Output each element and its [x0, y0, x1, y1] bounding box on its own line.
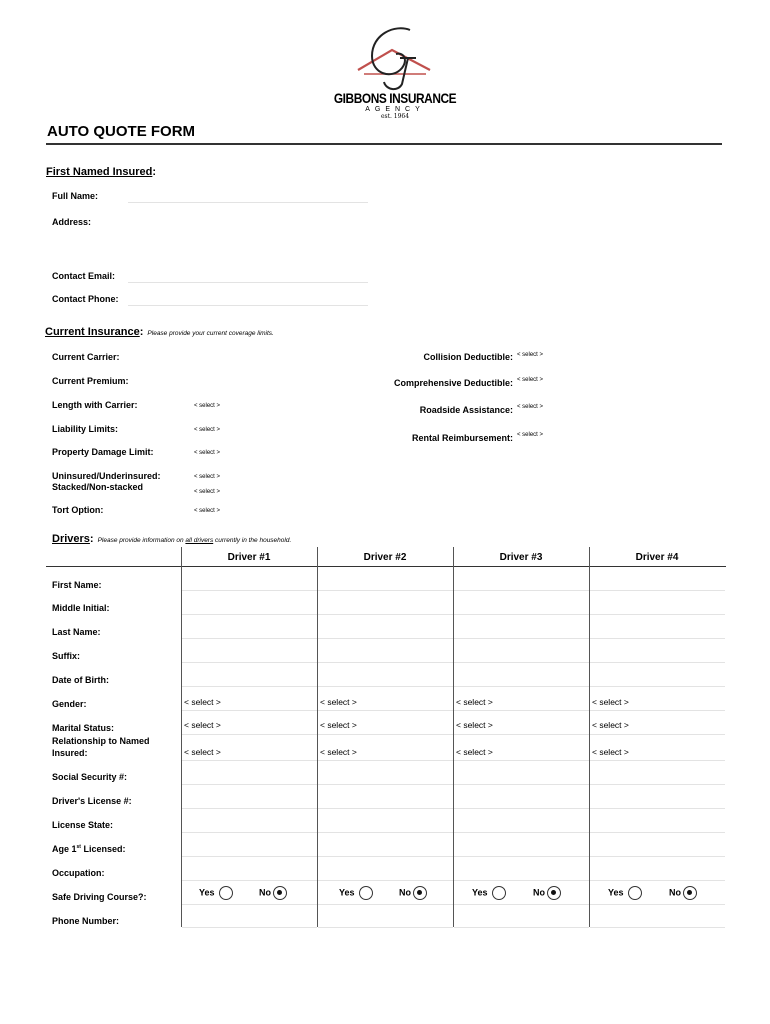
driver-2-field-line	[318, 808, 453, 809]
full-name-field[interactable]	[128, 202, 368, 203]
driver-1-field-line	[182, 784, 317, 785]
driver-2-safe-course-no[interactable]	[399, 886, 427, 900]
driver-col-divider	[589, 547, 590, 927]
stacked-label: Stacked/Non-stacked	[52, 482, 144, 492]
driver-1-field-line	[182, 832, 317, 833]
driver-4-field-line	[590, 880, 725, 881]
driver-1-field-line	[182, 710, 317, 711]
driver-4-gender-select[interactable]: < select >	[592, 697, 629, 707]
roadside-assistance-label: Roadside Assistance:	[419, 405, 513, 415]
driver-col-divider	[181, 547, 182, 927]
page-title: AUTO QUOTE FORM	[47, 123, 196, 140]
suffix-label: Suffix:	[52, 651, 80, 661]
contact-email-field[interactable]	[128, 282, 368, 283]
driver-2-field-line	[318, 832, 453, 833]
driver-2-field-line	[318, 638, 453, 639]
driver-3-field-line	[454, 927, 589, 928]
middle-initial-label: Middle Initial:	[52, 603, 110, 613]
driver-4-field-line	[590, 590, 725, 591]
driver-1-field-line	[182, 880, 317, 881]
driver-1-marital-select[interactable]: < select >	[184, 720, 221, 730]
agency-sub: AGENCY	[365, 106, 425, 113]
driver-4-safe-course-no[interactable]	[669, 886, 697, 900]
driver-2-field-line	[318, 880, 453, 881]
driver-2-header: Driver #2	[363, 552, 407, 563]
title-divider	[46, 143, 722, 145]
driver-4-field-line	[590, 808, 725, 809]
driver-1-field-line	[182, 590, 317, 591]
driver-3-field-line	[454, 686, 589, 687]
radio-icon[interactable]	[628, 886, 642, 900]
driver-3-field-line	[454, 856, 589, 857]
driver-1-field-line	[182, 760, 317, 761]
driver-2-field-line	[318, 710, 453, 711]
uninsured-select[interactable]: < select >	[194, 474, 221, 480]
radio-selected-icon[interactable]	[683, 886, 697, 900]
driver-1-field-line	[182, 734, 317, 735]
contact-email-label: Contact Email:	[52, 271, 116, 281]
driver-4-relationship-select[interactable]: < select >	[592, 747, 629, 757]
liability-limits-select[interactable]: < select >	[194, 427, 221, 433]
current-premium-label: Current Premium:	[52, 376, 129, 386]
no-label: No	[669, 887, 681, 898]
agency-name: GIBBONS INSURANCE	[333, 90, 457, 106]
driver-4-field-line	[590, 784, 725, 785]
driver-1-header: Driver #1	[227, 552, 271, 563]
driver-2-field-line	[318, 927, 453, 928]
property-damage-label: Property Damage Limit:	[52, 447, 154, 457]
driver-3-header: Driver #3	[499, 552, 543, 563]
driver-3-field-line	[454, 638, 589, 639]
phone-number-label: Phone Number:	[52, 916, 120, 926]
driver-1-field-line	[182, 662, 317, 663]
yes-label: Yes	[339, 887, 355, 898]
length-with-carrier-label: Length with Carrier:	[52, 400, 138, 410]
tort-option-select[interactable]: < select >	[194, 508, 221, 514]
driver-2-relationship-select[interactable]: < select >	[320, 747, 357, 757]
radio-icon[interactable]	[219, 886, 233, 900]
driver-col-divider	[317, 547, 318, 927]
driver-3-field-line	[454, 590, 589, 591]
comprehensive-deductible-select[interactable]: < select >	[517, 377, 544, 383]
length-with-carrier-select[interactable]: < select >	[194, 403, 221, 409]
driver-4-marital-select[interactable]: < select >	[592, 720, 629, 730]
contact-phone-label: Contact Phone:	[52, 294, 119, 304]
section-drivers: Drivers: Please provide information on all drivers currently in the household.	[52, 533, 292, 545]
safe-driving-label: Safe Driving Course?:	[52, 892, 147, 902]
driver-3-safe-course-yes[interactable]	[472, 886, 506, 900]
relationship-label-cont: Insured:	[52, 748, 88, 758]
yes-label: Yes	[608, 887, 624, 898]
no-label: No	[399, 887, 411, 898]
driver-4-field-line	[590, 904, 725, 905]
driver-3-field-line	[454, 784, 589, 785]
property-damage-select[interactable]: < select >	[194, 450, 221, 456]
driver-3-field-line	[454, 808, 589, 809]
driver-3-field-line	[454, 760, 589, 761]
driver-4-field-line	[590, 710, 725, 711]
driver-1-field-line	[182, 638, 317, 639]
comprehensive-deductible-label: Comprehensive Deductible:	[393, 378, 513, 388]
driver-1-field-line	[182, 686, 317, 687]
radio-icon[interactable]	[359, 886, 373, 900]
address-label: Address:	[52, 217, 92, 227]
no-label: No	[533, 887, 545, 898]
radio-icon[interactable]	[492, 886, 506, 900]
roadside-assistance-select[interactable]: < select >	[517, 404, 544, 410]
driver-2-marital-select[interactable]: < select >	[320, 720, 357, 730]
yes-label: Yes	[199, 887, 215, 898]
contact-phone-field[interactable]	[128, 305, 368, 306]
rental-reimbursement-label: Rental Reimbursement:	[411, 433, 513, 443]
rental-reimbursement-select[interactable]: < select >	[517, 432, 544, 438]
driver-4-field-line	[590, 760, 725, 761]
uninsured-label: Uninsured/Underinsured:	[52, 471, 161, 481]
age-first-licensed-label: Age 1st Licensed:	[52, 844, 126, 854]
driver-4-field-line	[590, 832, 725, 833]
driver-4-field-line	[590, 686, 725, 687]
date-of-birth-label: Date of Birth:	[52, 675, 109, 685]
liability-limits-label: Liability Limits:	[52, 424, 119, 434]
driver-2-field-line	[318, 784, 453, 785]
driver-1-field-line	[182, 808, 317, 809]
driver-1-safe-course-no[interactable]	[259, 886, 287, 900]
ssn-label: Social Security #:	[52, 772, 128, 782]
driver-4-field-line	[590, 662, 725, 663]
driver-3-field-line	[454, 832, 589, 833]
occupation-label: Occupation:	[52, 868, 105, 878]
radio-selected-icon[interactable]	[273, 886, 287, 900]
first-name-label: First Name:	[52, 580, 102, 590]
driver-col-divider	[453, 547, 454, 927]
collision-deductible-label: Collision Deductible:	[423, 352, 513, 362]
agency-est: est. 1964	[380, 113, 410, 120]
driver-2-field-line	[318, 856, 453, 857]
driver-4-header: Driver #4	[635, 552, 679, 563]
driver-4-safe-course-yes[interactable]	[608, 886, 642, 900]
section-current-insurance: Current Insurance: Please provide your current coverage limits.	[45, 326, 274, 338]
relationship-label: Relationship to Named	[52, 736, 150, 746]
driver-3-gender-select[interactable]: < select >	[456, 697, 493, 707]
driver-4-field-line	[590, 734, 725, 735]
marital-status-label: Marital Status:	[52, 723, 115, 733]
license-state-label: License State:	[52, 820, 114, 830]
driver-2-gender-select[interactable]: < select >	[320, 697, 357, 707]
collision-deductible-select[interactable]: < select >	[517, 352, 544, 358]
driver-1-field-line	[182, 856, 317, 857]
driver-3-field-line	[454, 904, 589, 905]
driver-2-field-line	[318, 614, 453, 615]
driver-2-field-line	[318, 590, 453, 591]
driver-1-field-line	[182, 904, 317, 905]
driver-3-field-line	[454, 710, 589, 711]
driver-1-gender-select[interactable]: < select >	[184, 697, 221, 707]
driver-4-field-line	[590, 638, 725, 639]
driver-3-field-line	[454, 734, 589, 735]
no-label: No	[259, 887, 271, 898]
full-name-label: Full Name:	[52, 191, 99, 201]
driver-1-field-line	[182, 927, 317, 928]
driver-4-field-line	[590, 856, 725, 857]
driver-2-field-line	[318, 760, 453, 761]
agency-logo-icon	[350, 22, 440, 92]
driver-2-safe-course-yes[interactable]	[339, 886, 373, 900]
driver-3-relationship-select[interactable]: < select >	[456, 747, 493, 757]
drivers-license-label: Driver's License #:	[52, 796, 132, 806]
driver-3-field-line	[454, 662, 589, 663]
driver-1-safe-course-yes[interactable]	[199, 886, 233, 900]
driver-3-safe-course-no[interactable]	[533, 886, 561, 900]
driver-3-field-line	[454, 614, 589, 615]
driver-4-field-line	[590, 614, 725, 615]
tort-option-label: Tort Option:	[52, 505, 104, 515]
driver-2-field-line	[318, 662, 453, 663]
driver-3-marital-select[interactable]: < select >	[456, 720, 493, 730]
yes-label: Yes	[472, 887, 488, 898]
driver-2-field-line	[318, 904, 453, 905]
radio-selected-icon[interactable]	[547, 886, 561, 900]
driver-1-field-line	[182, 614, 317, 615]
stacked-select[interactable]: < select >	[194, 489, 221, 495]
driver-2-field-line	[318, 734, 453, 735]
current-carrier-label: Current Carrier:	[52, 352, 120, 362]
drivers-header-rule	[46, 566, 726, 567]
gender-label: Gender:	[52, 699, 87, 709]
section-first-named-insured: First Named Insured:	[46, 166, 157, 178]
driver-4-field-line	[590, 927, 725, 928]
driver-3-field-line	[454, 880, 589, 881]
radio-selected-icon[interactable]	[413, 886, 427, 900]
last-name-label: Last Name:	[52, 627, 101, 637]
driver-2-field-line	[318, 686, 453, 687]
driver-1-relationship-select[interactable]: < select >	[184, 747, 221, 757]
